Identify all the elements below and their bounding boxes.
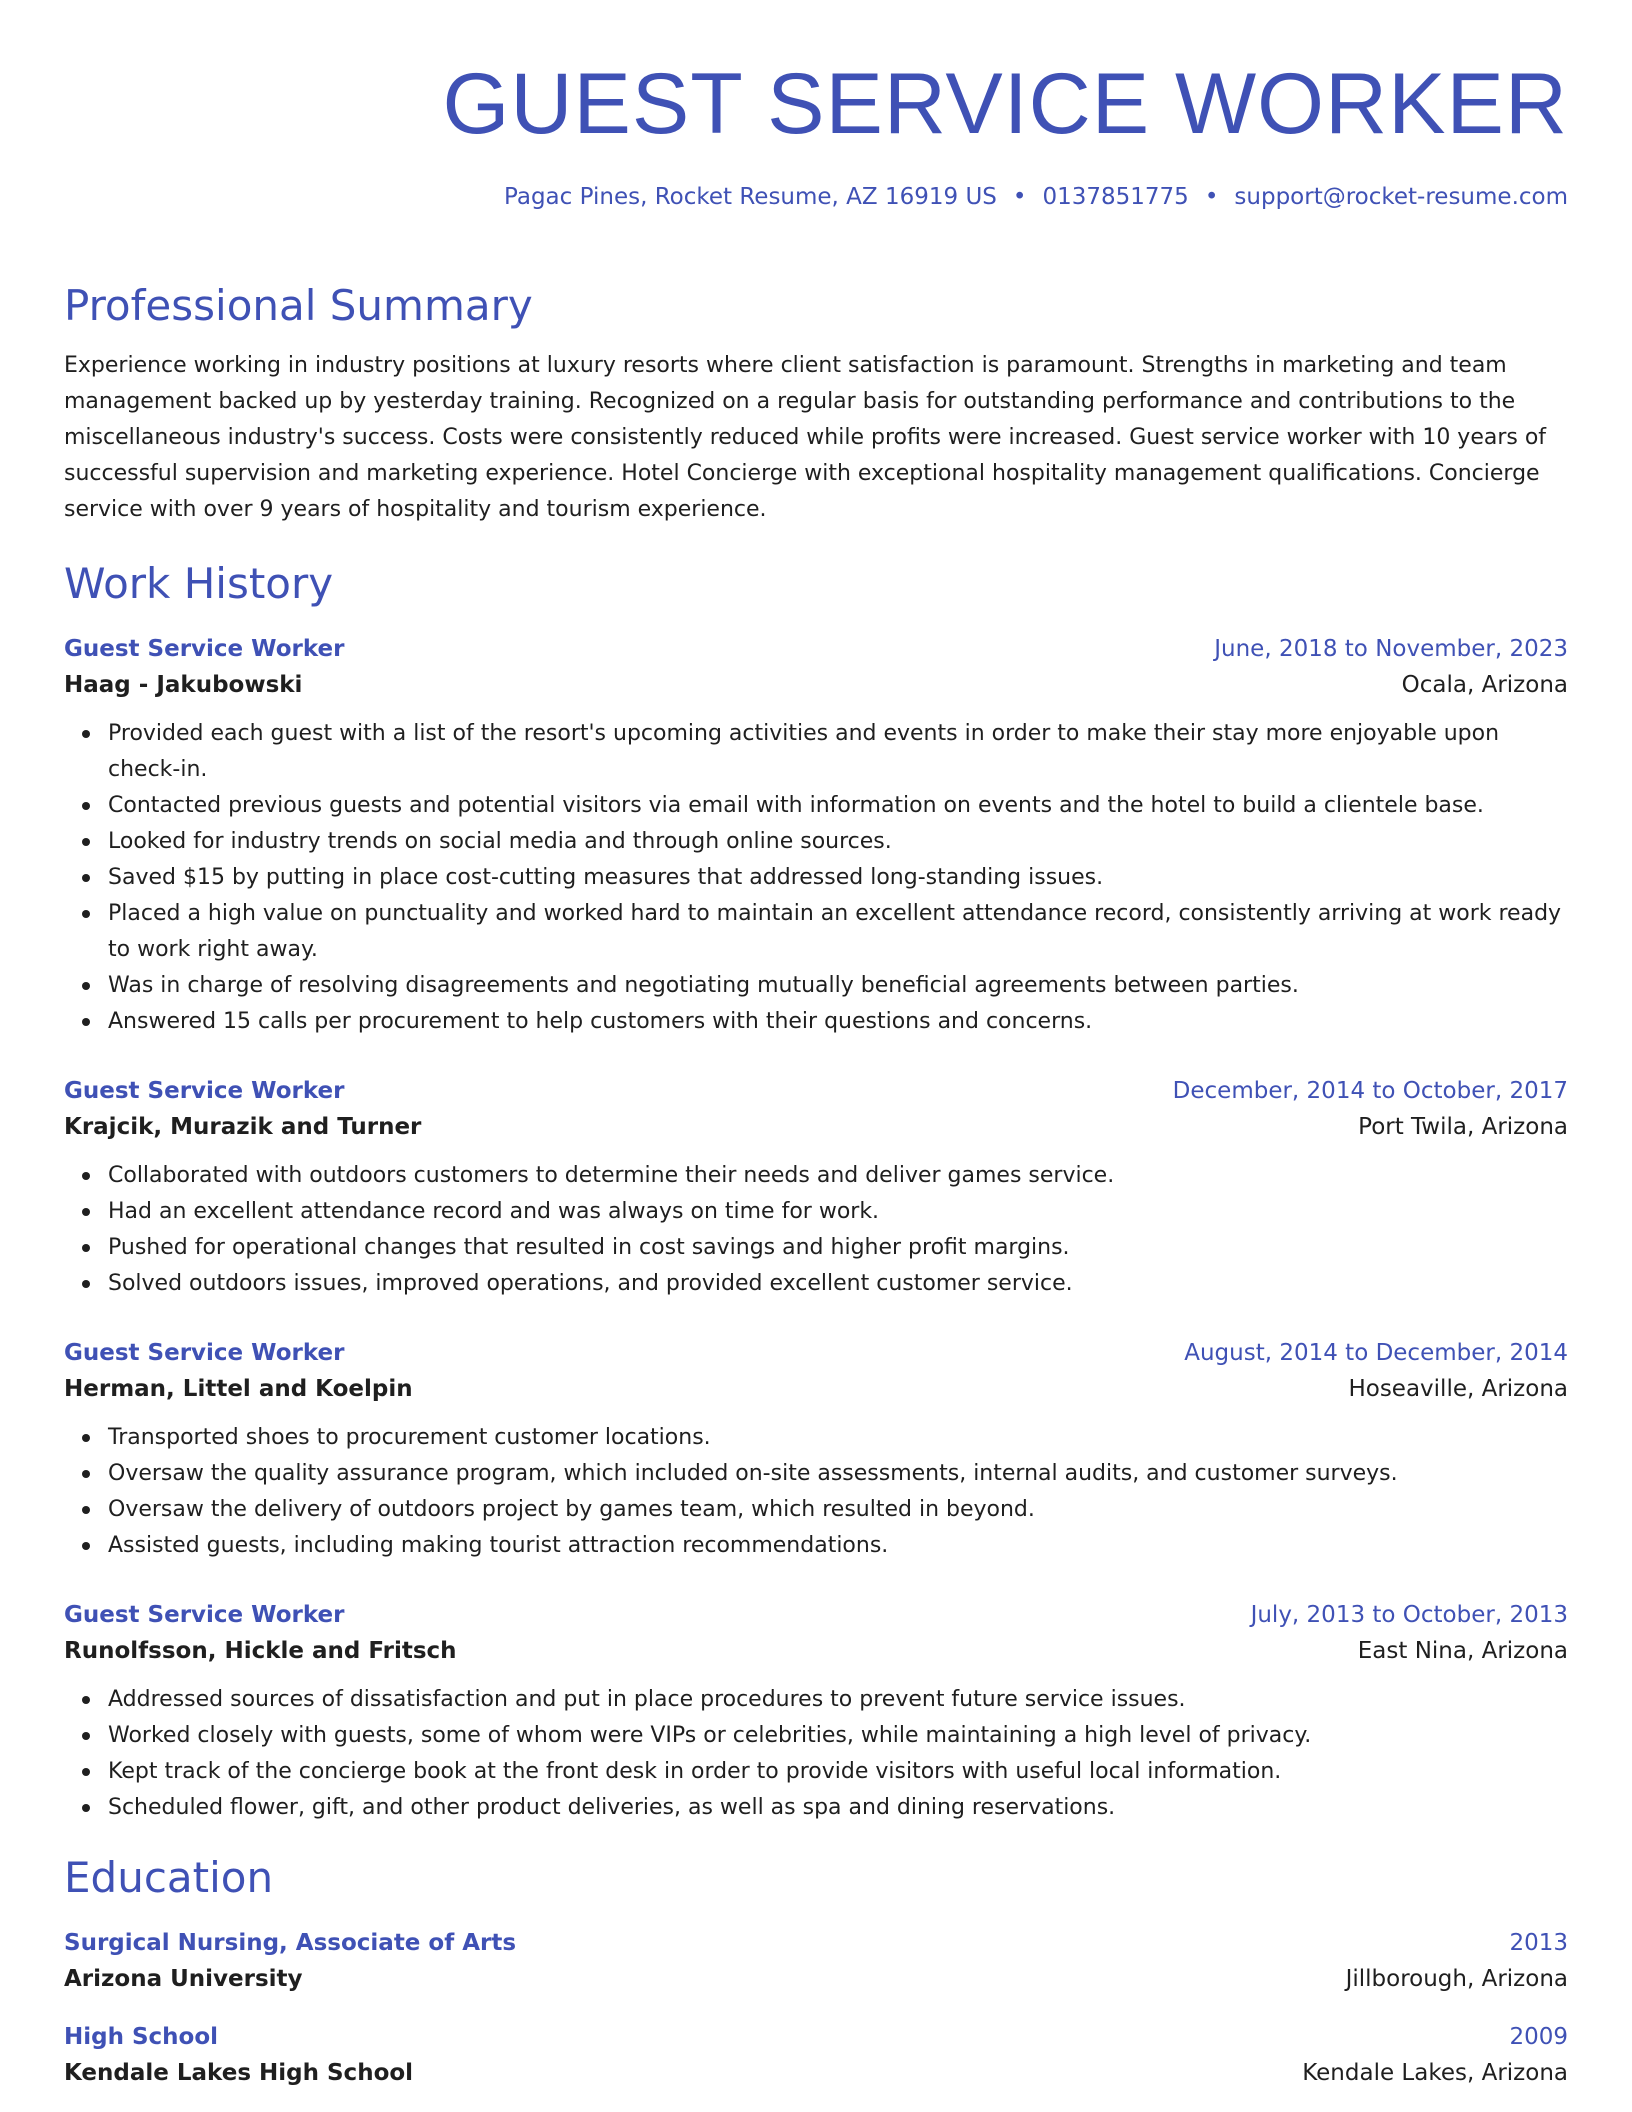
bullet-dot-icon bbox=[82, 982, 90, 990]
job-bullet bbox=[108, 1456, 1568, 1492]
job-title: Guest Service Worker bbox=[64, 1340, 345, 1366]
job-bullet bbox=[108, 1754, 1568, 1790]
job-bullet-list bbox=[64, 1682, 1568, 1826]
job-location: Ocala, Arizona bbox=[1401, 672, 1568, 698]
job-title-row bbox=[64, 1598, 1568, 1632]
job-employer-row bbox=[64, 1370, 1568, 1408]
job-bullet-text: Provided each guest with a list of the resort's upcoming activities and events in order to make their stay more enjoyable upon check-in. bbox=[108, 721, 1500, 782]
job-bullet-text: Oversaw the delivery of outdoors project by games team, which resulted in beyond. bbox=[108, 1497, 1035, 1522]
job-bullet-text: Solved outdoors issues, improved operations, and provided excellent customer service. bbox=[108, 1271, 1073, 1296]
resume-header bbox=[64, 56, 1568, 212]
job-employer: Krajcik, Murazik and Turner bbox=[64, 1114, 422, 1140]
education-list bbox=[64, 1926, 1568, 2092]
summary-text: Experience working in industry positions at luxury resorts where client satisfaction is paramount. Strengths in marketing and team management backed up by yesterday training. Recognized on a regular basis for outstanding performance and contributions to the miscellaneous industry's success. Costs were consistently reduced while profits were increased. Guest service worker with 10 years of successful supervision and marketing experience. Hotel Concierge with exceptional hospitality management qualifications. Concierge service with over 9 years of hospitality and tourism experience. bbox=[64, 353, 1547, 522]
job-bullet-text: Collaborated with outdoors customers to determine their needs and deliver games service. bbox=[108, 1163, 1115, 1188]
job-title: Guest Service Worker bbox=[64, 1078, 345, 1104]
job-bullet-text: Looked for industry trends on social media and through online sources. bbox=[108, 829, 892, 854]
job-bullet-list bbox=[64, 1420, 1568, 1564]
job-bullet-text: Was in charge of resolving disagreements and negotiating mutually beneficial agreements between parties. bbox=[108, 973, 1299, 998]
bullet-dot-icon bbox=[82, 730, 90, 738]
education-degree-row bbox=[64, 2020, 1568, 2054]
education-entry bbox=[64, 2020, 1568, 2092]
job-employer: Runolfsson, Hickle and Fritsch bbox=[64, 1638, 457, 1664]
job-bullet bbox=[108, 1492, 1568, 1528]
job-bullet-text: Kept track of the concierge book at the front desk in order to provide visitors with useful local information. bbox=[108, 1759, 1282, 1784]
job-bullet bbox=[108, 1194, 1568, 1230]
job-bullet bbox=[108, 1004, 1568, 1040]
job-bullet bbox=[108, 1420, 1568, 1456]
education-section bbox=[64, 1852, 1568, 2092]
bullet-dot-icon bbox=[82, 1506, 90, 1514]
education-year: 2013 bbox=[1509, 1930, 1568, 1956]
job-bullet bbox=[108, 1158, 1568, 1194]
job-bullet bbox=[108, 1790, 1568, 1826]
job-employer-row bbox=[64, 666, 1568, 704]
job-title: Guest Service Worker bbox=[64, 636, 345, 662]
bullet-dot-icon bbox=[82, 1244, 90, 1252]
bullet-dot-icon bbox=[82, 1280, 90, 1288]
job-bullet-text: Answered 15 calls per procurement to help customers with their questions and concerns. bbox=[108, 1009, 1093, 1034]
education-school-row bbox=[64, 1960, 1568, 1998]
bullet-dot-icon bbox=[82, 1804, 90, 1812]
contact-separator: • bbox=[1204, 184, 1219, 210]
job-bullet-list bbox=[64, 716, 1568, 1040]
job-employer-row bbox=[64, 1632, 1568, 1670]
job-entry bbox=[64, 1598, 1568, 1826]
job-location: East Nina, Arizona bbox=[1357, 1638, 1568, 1664]
bullet-dot-icon bbox=[82, 1768, 90, 1776]
job-bullet-text: Transported shoes to procurement customer locations. bbox=[108, 1425, 711, 1450]
job-bullet-list bbox=[64, 1158, 1568, 1302]
job-bullet-text: Scheduled flower, gift, and other product deliveries, as well as spa and dining reservations. bbox=[108, 1795, 1116, 1820]
section-title-summary: Professional Summary bbox=[64, 281, 533, 330]
bullet-dot-icon bbox=[82, 1542, 90, 1550]
contact-email: support@rocket-resume.com bbox=[1234, 184, 1568, 210]
job-dates: August, 2014 to December, 2014 bbox=[1184, 1340, 1568, 1366]
job-bullet-text: Worked closely with guests, some of whom were VIPs or celebrities, while maintaining a high level of privacy. bbox=[108, 1723, 1312, 1748]
job-bullet-text: Oversaw the quality assurance program, which included on-site assessments, internal audits, and customer surveys. bbox=[108, 1461, 1398, 1486]
education-school: Arizona University bbox=[64, 1966, 303, 1992]
bullet-dot-icon bbox=[82, 874, 90, 882]
job-bullet-text: Saved $15 by putting in place cost-cutting measures that addressed long-standing issues. bbox=[108, 865, 1104, 890]
job-entry bbox=[64, 632, 1568, 1040]
education-school-row bbox=[64, 2054, 1568, 2092]
bullet-dot-icon bbox=[82, 838, 90, 846]
education-year: 2009 bbox=[1509, 2024, 1568, 2050]
bullet-dot-icon bbox=[82, 1696, 90, 1704]
bullet-dot-icon bbox=[82, 1018, 90, 1026]
job-bullet bbox=[108, 824, 1568, 860]
job-entry bbox=[64, 1074, 1568, 1302]
bullet-dot-icon bbox=[82, 910, 90, 918]
bullet-dot-icon bbox=[82, 1470, 90, 1478]
job-bullet-text: Contacted previous guests and potential visitors via email with information on events and the hotel to build a clientele base. bbox=[108, 793, 1484, 818]
job-bullet-text: Addressed sources of dissatisfaction and put in place procedures to prevent future service issues. bbox=[108, 1687, 1186, 1712]
job-employer: Haag - Jakubowski bbox=[64, 672, 303, 698]
section-title-education: Education bbox=[64, 1853, 274, 1902]
job-dates: June, 2018 to November, 2023 bbox=[1214, 636, 1568, 662]
education-degree-row bbox=[64, 1926, 1568, 1960]
job-entry bbox=[64, 1336, 1568, 1564]
bullet-dot-icon bbox=[82, 1434, 90, 1442]
contact-address: Pagac Pines, Rocket Resume, AZ 16919 US bbox=[504, 184, 997, 210]
job-bullet bbox=[108, 968, 1568, 1004]
job-dates: December, 2014 to October, 2017 bbox=[1172, 1078, 1568, 1104]
job-list bbox=[64, 632, 1568, 1826]
bullet-dot-icon bbox=[82, 1208, 90, 1216]
job-bullet bbox=[108, 1266, 1568, 1302]
education-entry bbox=[64, 1926, 1568, 1998]
job-bullet bbox=[108, 1718, 1568, 1754]
job-bullet bbox=[108, 1682, 1568, 1718]
job-location: Hoseaville, Arizona bbox=[1348, 1376, 1568, 1402]
education-degree: High School bbox=[64, 2024, 219, 2050]
education-location: Kendale Lakes, Arizona bbox=[1302, 2060, 1568, 2086]
job-bullet bbox=[108, 896, 1568, 968]
bullet-dot-icon bbox=[82, 1732, 90, 1740]
bullet-dot-icon bbox=[82, 1172, 90, 1180]
job-title: Guest Service Worker bbox=[64, 1602, 345, 1628]
job-bullet bbox=[108, 860, 1568, 896]
job-title-row bbox=[64, 1074, 1568, 1108]
job-employer: Herman, Littel and Koelpin bbox=[64, 1376, 413, 1402]
job-location: Port Twila, Arizona bbox=[1358, 1114, 1568, 1140]
candidate-name: GUEST SERVICE WORKER bbox=[442, 56, 1568, 152]
job-employer-row bbox=[64, 1108, 1568, 1146]
education-location: Jillborough, Arizona bbox=[1345, 1966, 1568, 1992]
section-title-work: Work History bbox=[64, 559, 334, 608]
professional-summary-section bbox=[64, 280, 1568, 528]
work-history-section bbox=[64, 558, 1568, 1826]
education-school: Kendale Lakes High School bbox=[64, 2060, 414, 2086]
bullet-dot-icon bbox=[82, 802, 90, 810]
job-bullet bbox=[108, 716, 1568, 788]
job-bullet-text: Pushed for operational changes that resulted in cost savings and higher profit margins. bbox=[108, 1235, 1070, 1260]
job-dates: July, 2013 to October, 2013 bbox=[1250, 1602, 1568, 1628]
job-bullet-text: Assisted guests, including making tourist attraction recommendations. bbox=[108, 1533, 889, 1558]
contact-phone: 0137851775 bbox=[1042, 184, 1189, 210]
job-bullet-text: Had an excellent attendance record and was always on time for work. bbox=[108, 1199, 880, 1224]
job-title-row bbox=[64, 632, 1568, 666]
job-bullet bbox=[108, 788, 1568, 824]
job-bullet-text: Placed a high value on punctuality and worked hard to maintain an excellent attendance record, consistently arriving at work ready to work right away. bbox=[108, 901, 1562, 962]
contact-separator: • bbox=[1012, 184, 1027, 210]
job-bullet bbox=[108, 1230, 1568, 1266]
job-bullet bbox=[108, 1528, 1568, 1564]
education-degree: Surgical Nursing, Associate of Arts bbox=[64, 1930, 517, 1956]
contact-line bbox=[64, 182, 1568, 212]
job-title-row bbox=[64, 1336, 1568, 1370]
